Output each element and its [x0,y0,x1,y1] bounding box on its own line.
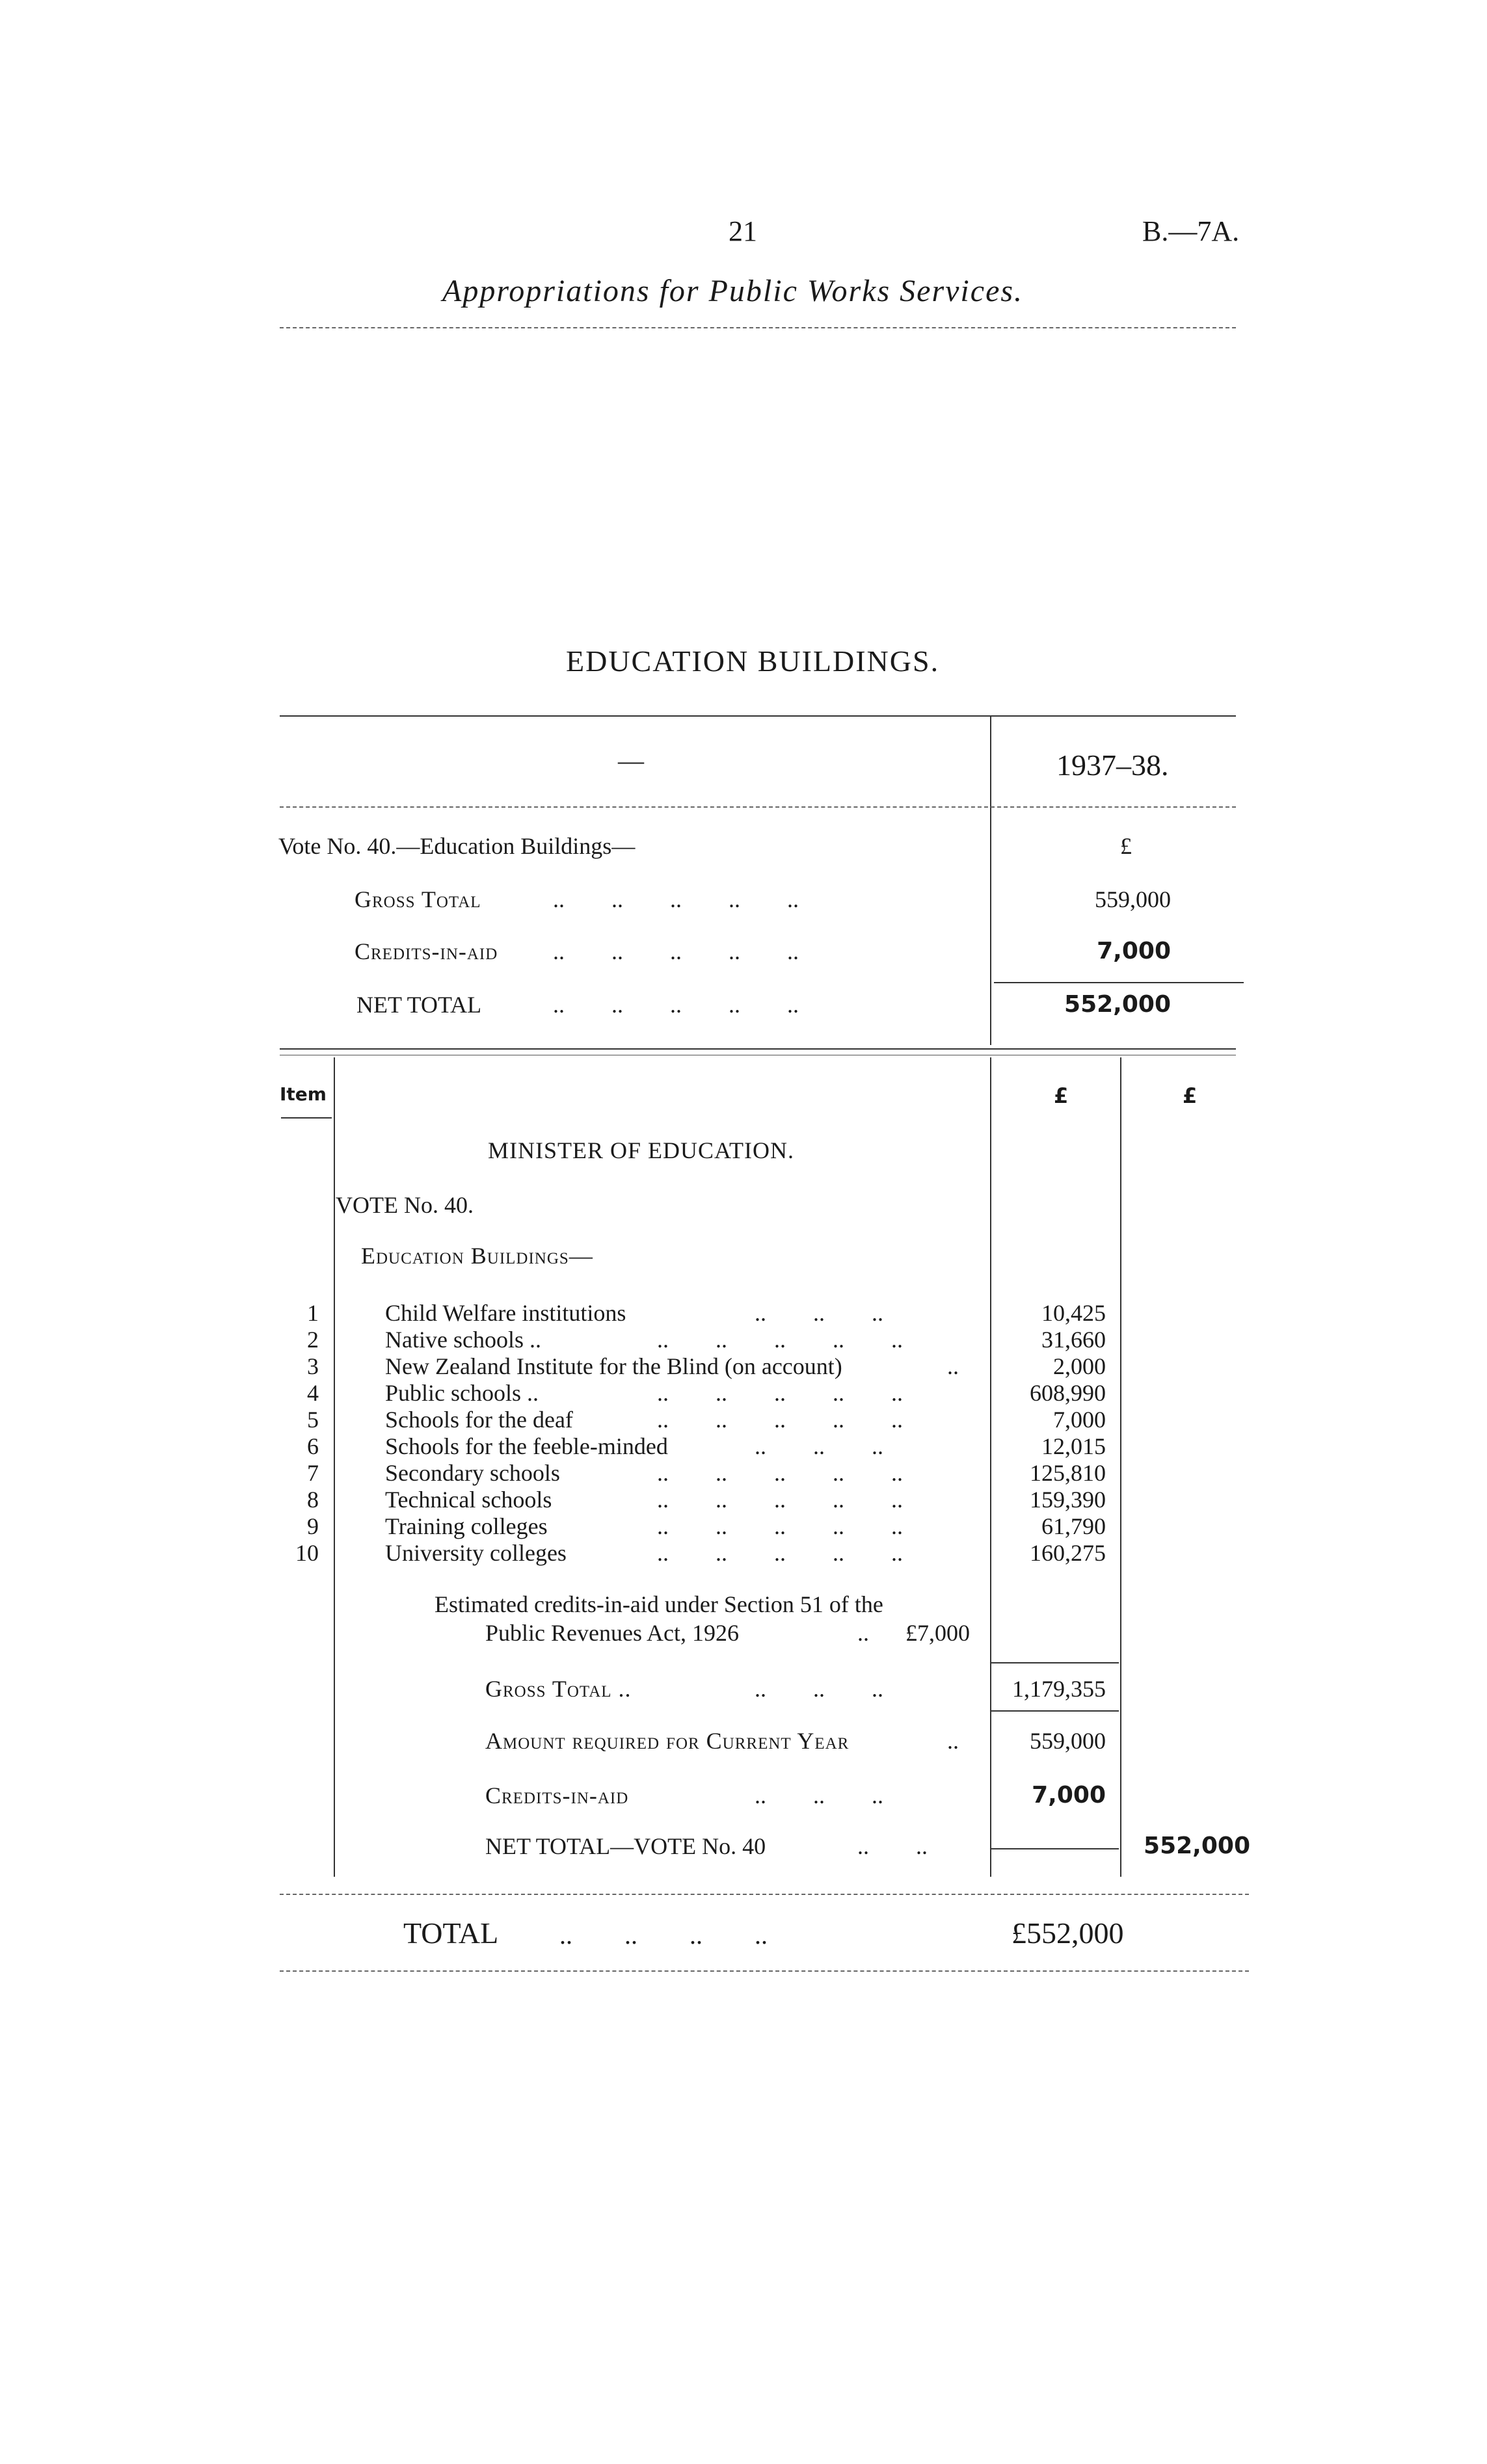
item-number: 10 [295,1540,319,1566]
net-total-rule [991,1848,1119,1849]
section-title: EDUCATION BUILDINGS. [566,644,940,678]
item-value: 7,000 [1053,1407,1106,1433]
document-reference: B.—7A. [1142,215,1240,247]
item-number: 7 [307,1460,319,1486]
gross-total-bottom-rule [991,1710,1119,1712]
item-number: 5 [307,1407,319,1433]
header-rule [280,327,1236,328]
summary-credits-label: Credits-in-aid [355,938,498,964]
item-number: 2 [307,1327,319,1353]
item-number: 3 [307,1353,319,1379]
detail-currency-1: £ [1054,1083,1069,1108]
leader-dots: .. .. .. [755,1782,883,1808]
leader-dots: .. [947,1353,959,1379]
summary-credits-value: 7,000 [1097,938,1171,964]
item-value: 10,425 [1041,1300,1106,1326]
summary-gross-total-label: Gross Total [355,886,481,912]
item-description: Native schools .. [385,1327,541,1353]
footer-bottom-rule [280,1970,1249,1972]
item-value: 61,790 [1041,1513,1106,1539]
amount-required-label: Amount required for Current Year [485,1728,850,1754]
leader-dots: .. [857,1620,869,1646]
page-number: 21 [729,215,757,247]
item-value: 125,810 [1030,1460,1106,1486]
summary-column-divider [990,717,991,1045]
minister-heading: MINISTER OF EDUCATION. [488,1137,794,1163]
detail-net-total-value: 552,000 [1144,1833,1250,1859]
item-value: 12,015 [1041,1433,1106,1459]
item-number: 8 [307,1487,319,1513]
item-value: 608,990 [1030,1380,1106,1406]
detail-item-divider [334,1057,335,1877]
credits-note-line2: Public Revenues Act, 1926 [485,1620,739,1646]
item-value: 2,000 [1053,1353,1106,1379]
leader-dots: .. .. .. .. .. [657,1407,903,1433]
leader-dots: .. .. .. .. .. [657,1327,903,1353]
summary-net-total-value: 552,000 [1064,991,1171,1018]
summary-top-rule [280,715,1236,717]
item-value: 31,660 [1041,1327,1106,1353]
summary-vote-line: Vote No. 40.—Education Buildings— [278,833,636,859]
item-value: 159,390 [1030,1487,1106,1513]
item-number: 6 [307,1433,319,1459]
summary-net-total-label: NET TOTAL [356,992,482,1018]
item-description: Secondary schools [385,1460,560,1486]
detail-net-total-label: NET TOTAL—VOTE No. 40 [485,1833,766,1859]
summary-year-header: 1937–38. [1056,748,1169,782]
leader-dots: .. .. .. [755,1300,883,1326]
detail-item-header: Item [280,1083,327,1105]
gross-total-top-rule [991,1662,1119,1663]
page-subtitle: Appropriations for Public Works Services. [442,274,1024,308]
leader-dots: .. .. .. [755,1676,883,1702]
detail-credits-value: 7,000 [1032,1782,1106,1808]
vote-heading: VOTE No. 40. [336,1192,474,1218]
footer-total-value: £552,000 [1011,1916,1124,1950]
amount-required-value: 559,000 [1030,1728,1106,1754]
summary-left-header: — [618,746,644,775]
item-description: Child Welfare institutions [385,1300,626,1326]
item-description: Technical schools [385,1487,552,1513]
leader-dots: .. .. .. .. .. [657,1380,903,1406]
credits-note-amount: £7,000 [905,1620,970,1646]
summary-gross-total-value: 559,000 [1095,886,1171,912]
leader-dots: .. .. .. .. .. [553,938,799,964]
summary-currency: £ [1120,833,1132,859]
item-description: Public schools .. [385,1380,539,1406]
detail-credits-label: Credits-in-aid [485,1782,629,1808]
item-description: Training colleges [385,1513,548,1539]
footer-total-label: TOTAL [403,1916,499,1950]
item-description: Schools for the feeble-minded [385,1433,668,1459]
item-header-rule [281,1117,332,1119]
detail-currency-2: £ [1183,1083,1198,1108]
item-number: 9 [307,1513,319,1539]
item-description: New Zealand Institute for the Blind (on account) [385,1353,842,1379]
item-number: 4 [307,1380,319,1406]
detail-bottom-rule [280,1894,1249,1895]
leader-dots: .. .. .. .. [559,1920,768,1950]
leader-dots: .. [947,1728,959,1754]
detail-gross-total-value: 1,179,355 [1012,1676,1106,1702]
summary-bottom-rule [280,1048,1236,1050]
leader-dots: .. .. [857,1833,928,1859]
leader-dots: .. .. .. .. .. [657,1540,903,1566]
leader-dots: .. .. .. .. .. [657,1487,903,1513]
credits-note-line1: Estimated credits-in-aid under Section 51 of the [435,1591,883,1617]
item-value: 160,275 [1030,1540,1106,1566]
detail-column-divider-2 [1120,1057,1121,1877]
item-number: 1 [307,1300,319,1326]
leader-dots: .. .. .. .. .. [553,886,799,912]
leader-dots: .. .. .. .. .. [657,1513,903,1539]
summary-net-rule [994,982,1244,983]
leader-dots: .. .. .. .. .. [553,992,799,1018]
detail-gross-total-label: Gross Total .. [485,1676,632,1702]
item-description: Schools for the deaf [385,1407,573,1433]
group-heading: Education Buildings— [361,1243,593,1269]
item-description: University colleges [385,1540,567,1566]
leader-dots: .. .. .. .. .. [657,1460,903,1486]
summary-header-rule [280,806,1236,808]
leader-dots: .. .. .. [755,1433,883,1459]
